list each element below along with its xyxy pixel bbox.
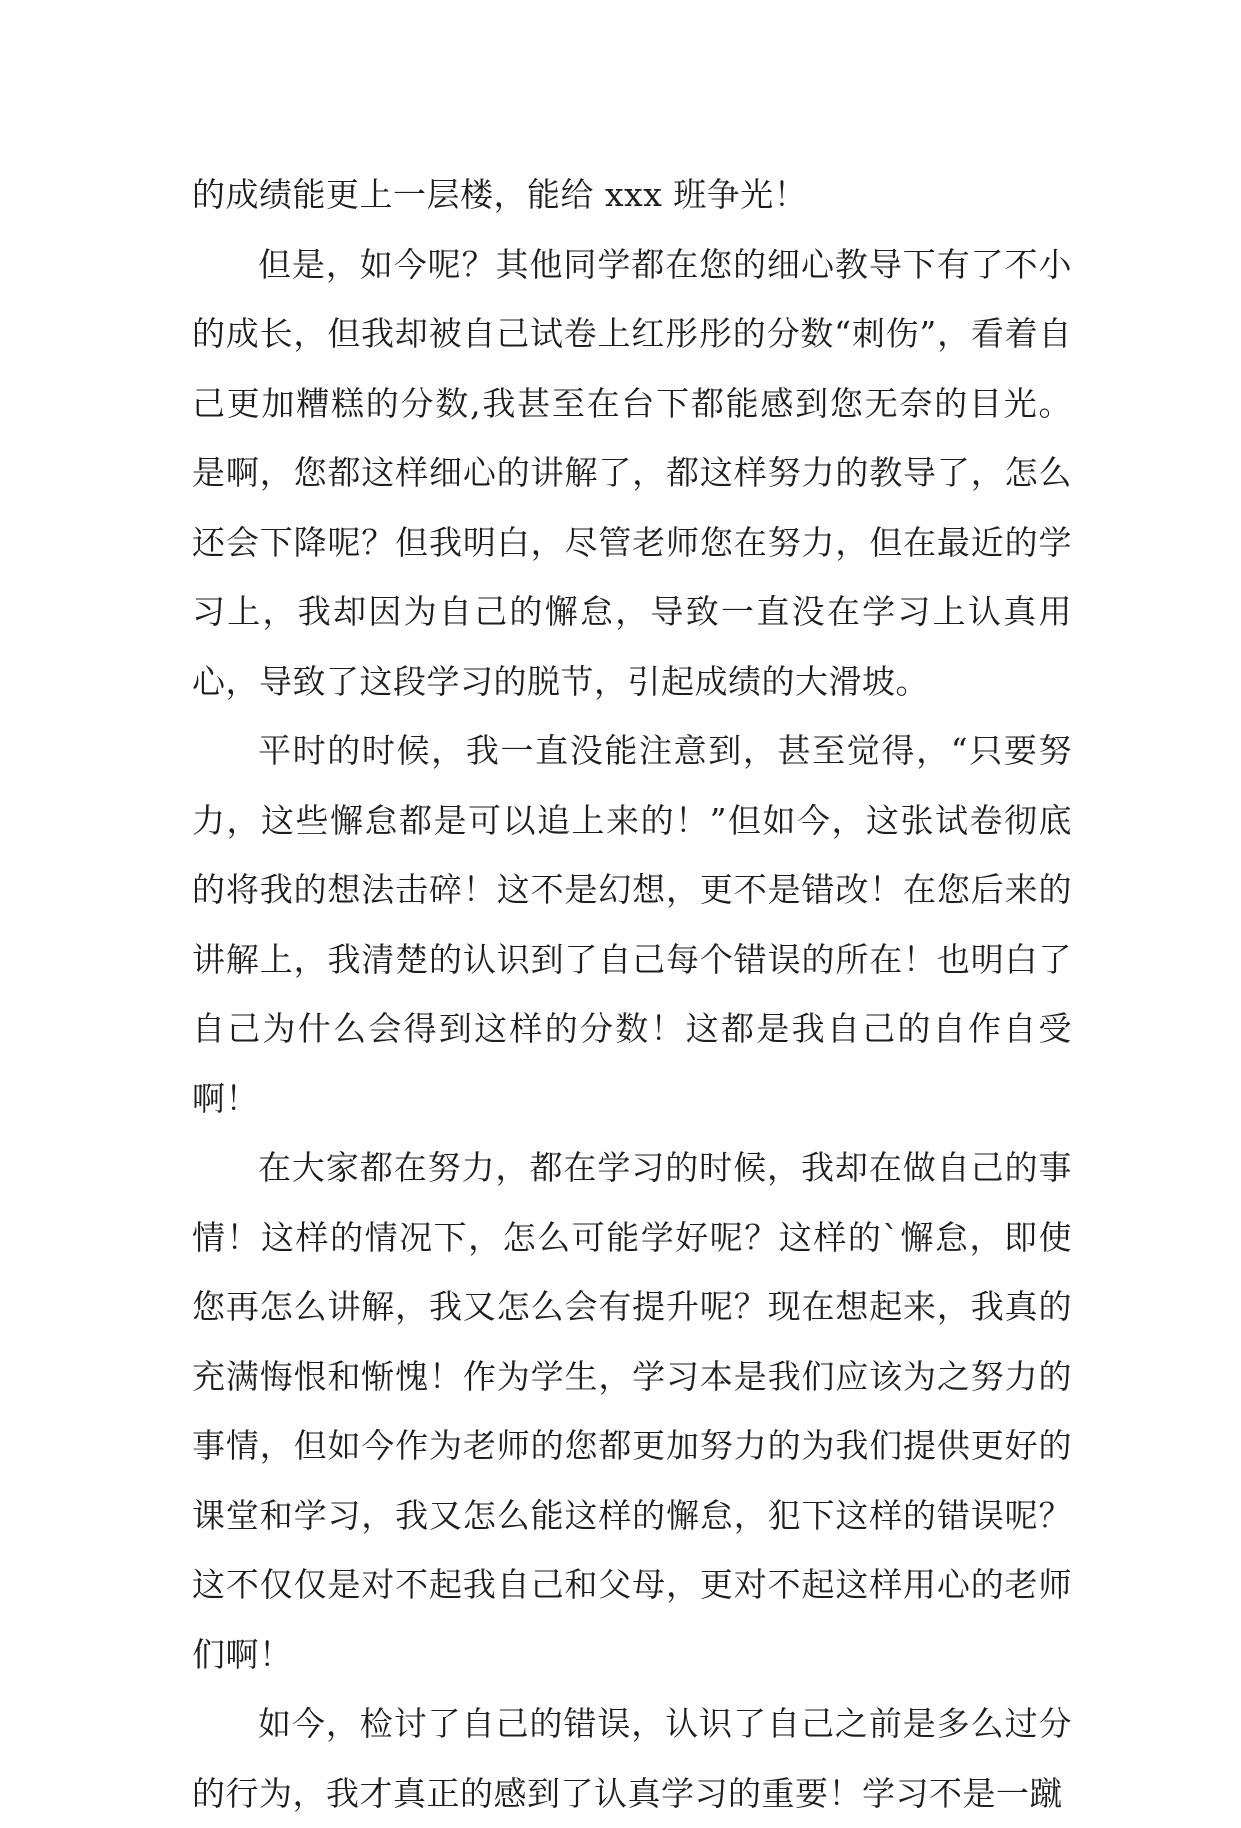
document-body xyxy=(192,160,1072,1828)
paragraph-2: 但是，如今呢？其他同学都在您的细心教导下有了不小的成长，但我却被自己试卷上红彤彤的分数“刺伤”，看着自己更加糟糕的分数,我甚至在台下都能感到您无奈的目光。是啊，您都这样细心的讲解了，都这样努力的教导了，怎么还会下降呢？但我明白，尽管老师您在努力，但在最近的学习上，我却因为自己的懈怠，导致一直没在学习上认真用心，导致了这段学习的脱节，引起成绩的大滑坡。 xyxy=(192,244,1072,701)
paragraph-1: 的成绩能更上一层楼，能给 xxx 班争光！ xyxy=(192,175,808,214)
paragraph-4: 在大家都在努力，都在学习的时候，我却在做自己的事情！这样的情况下，怎么可能学好呢？这样的`懈怠，即使您再怎么讲解，我又怎么会有提升呢？现在想起来，我真的充满悔恨和惭愧！作为学生，学习本是我们应该为之努力的事情，但如今作为老师的您都更加努力的为我们提供更好的课堂和学习，我又怎么能这样的懈怠，犯下这样的错误呢？这不仅仅是对不起我自己和父母，更对不起这样用心的老师们啊！ xyxy=(192,1148,1072,1674)
paragraph-5: 如今，检讨了自己的错误，认识了自己之前是多么过分的行为，我才真正的感到了认真学习的重要！学习不是一蹴 xyxy=(192,1704,1072,1813)
paragraph-3: 平时的时候，我一直没能注意到，甚至觉得，“只要努力，这些懈怠都是可以追上来的！”但如今，这张试卷彻底的将我的想法击碎！这不是幻想，更不是错改！在您后来的讲解上，我清楚的认识到了自己每个错误的所在！也明白了自己为什么会得到这样的分数！这都是我自己的自作自受啊！ xyxy=(192,731,1072,1118)
